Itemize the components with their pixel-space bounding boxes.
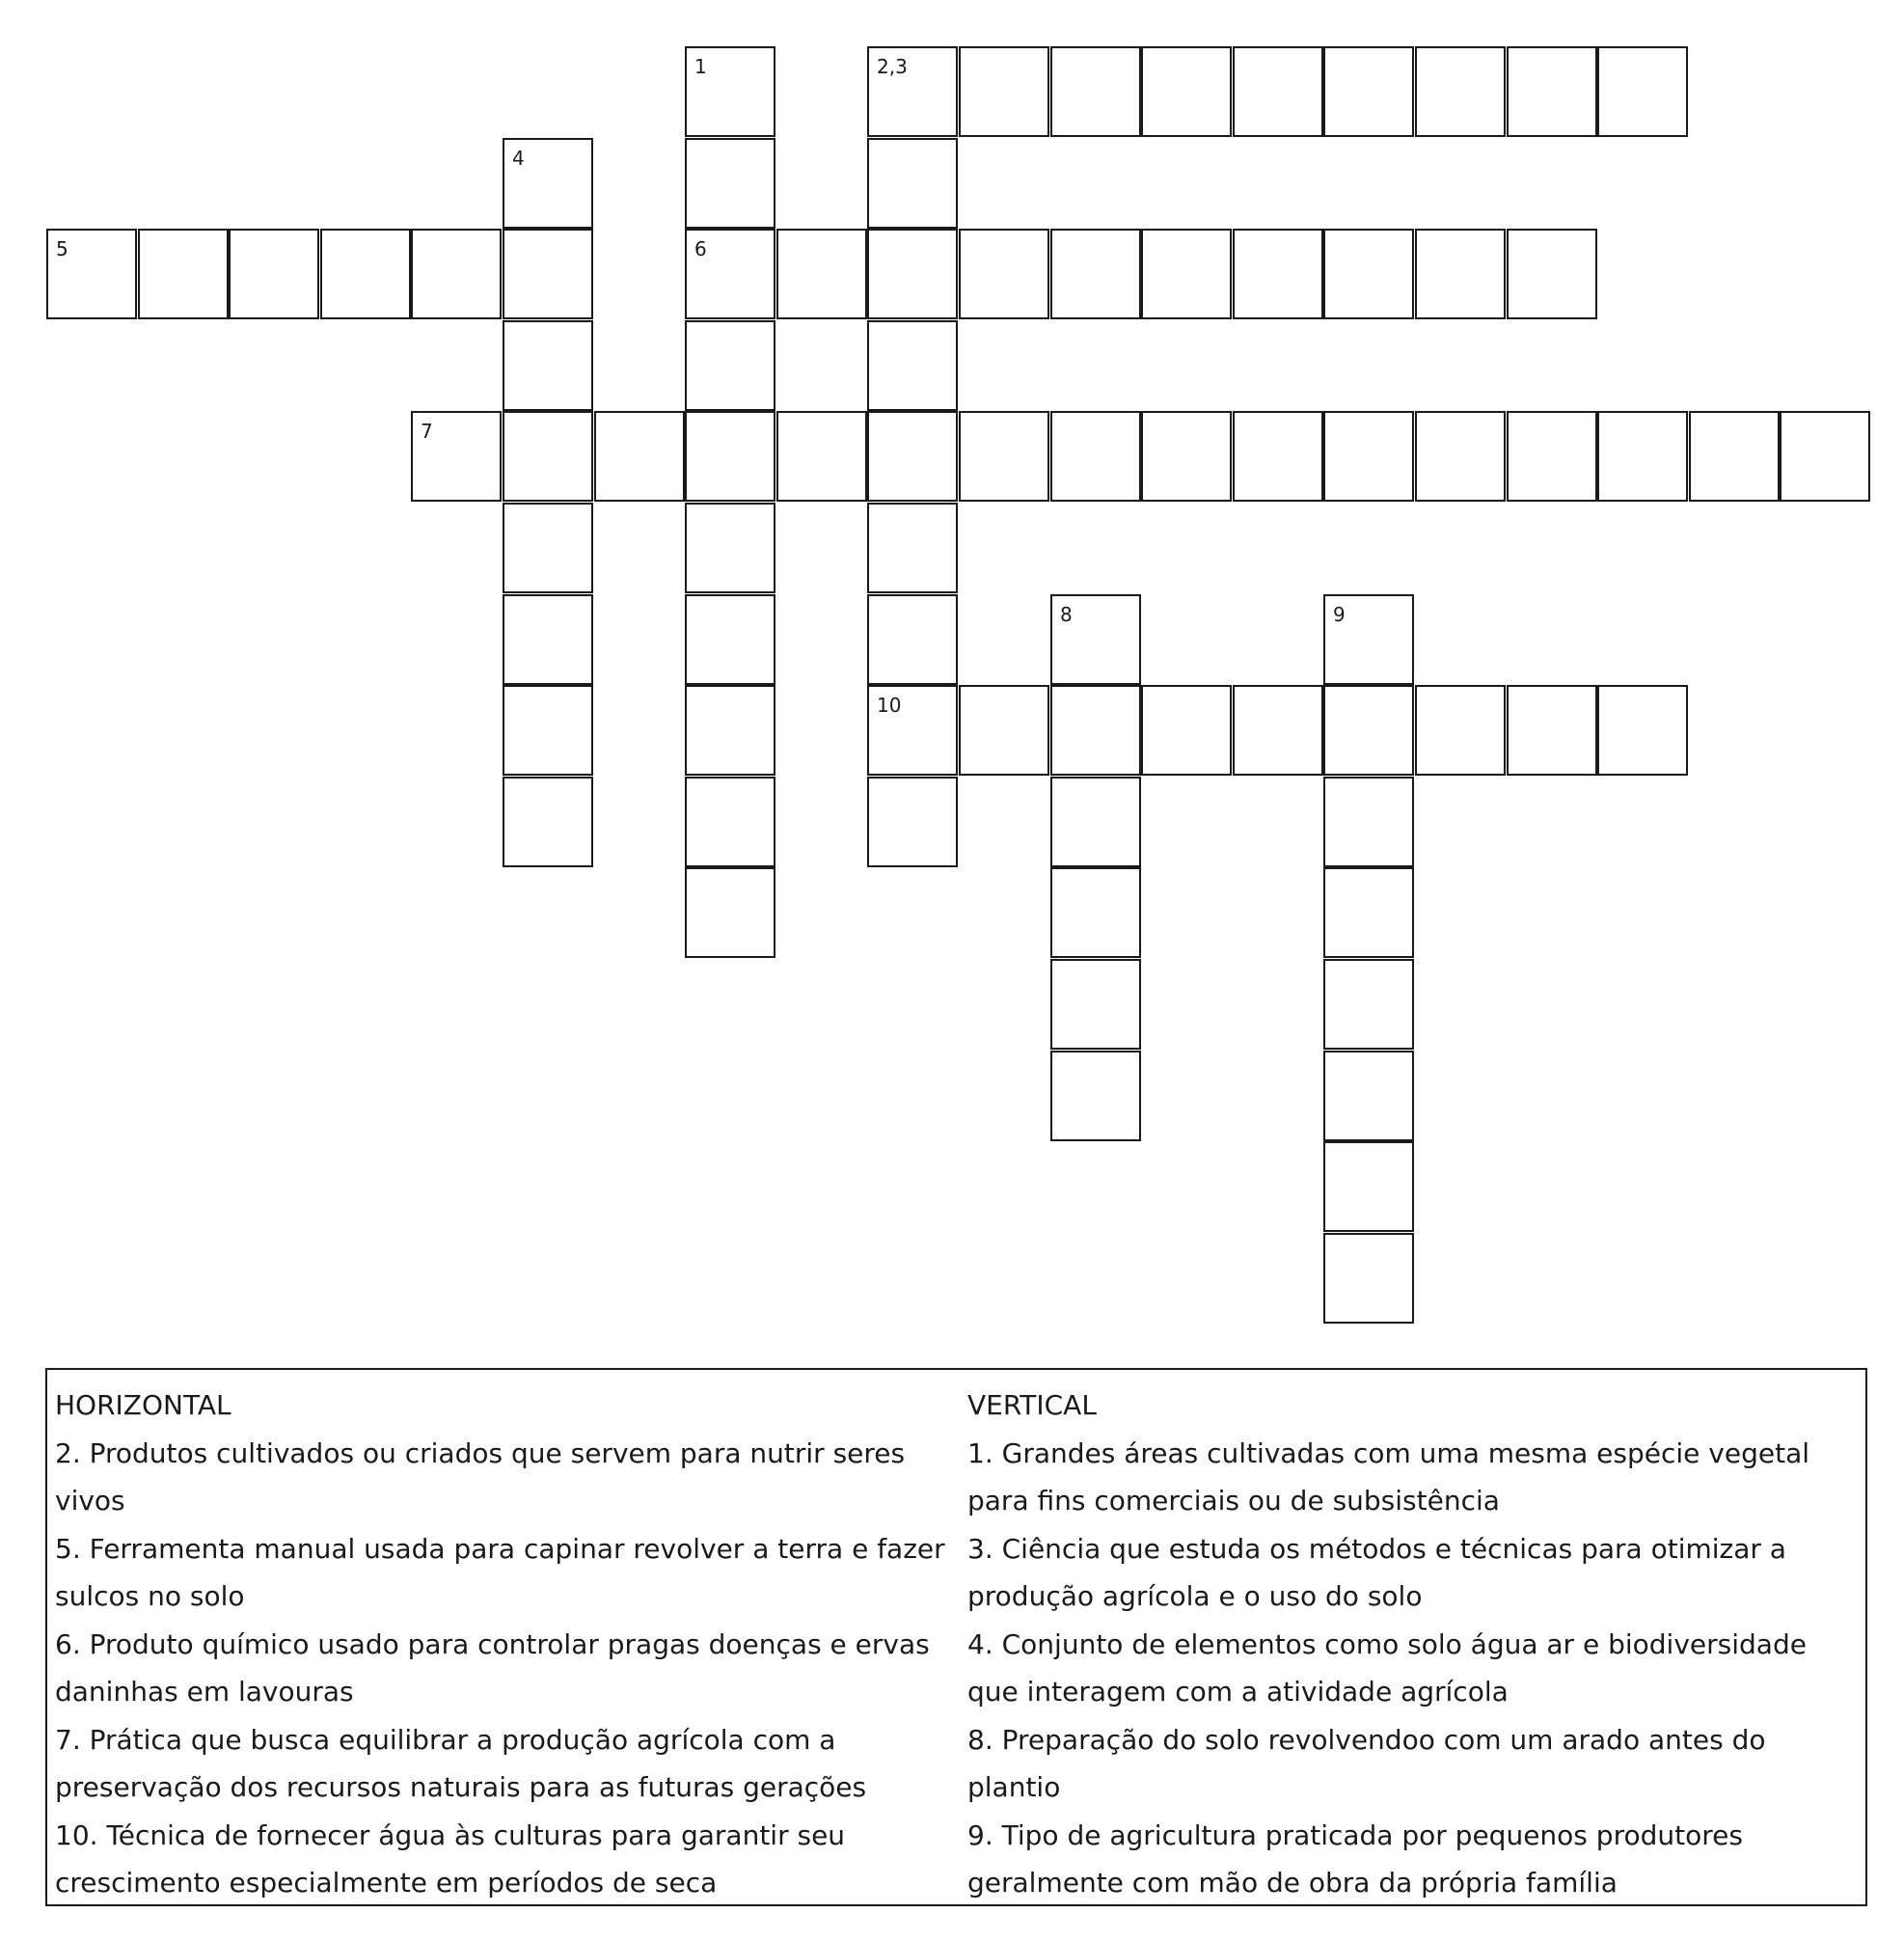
grid-cell[interactable] — [1415, 46, 1506, 137]
grid-cell[interactable] — [1507, 411, 1597, 502]
clue-horizontal-5: 5. Ferramenta manual usada para capinar revolver a terra e fazer sulcos no solo — [55, 1532, 945, 1612]
grid-cell[interactable] — [1323, 411, 1414, 502]
grid-cell[interactable] — [685, 777, 775, 867]
grid-cell[interactable] — [320, 229, 411, 319]
grid-cell[interactable] — [594, 411, 685, 502]
clue-horizontal-6: 6. Produto químico usado para controlar pragas doenças e ervas daninhas em lavouras — [55, 1627, 930, 1708]
grid-cell[interactable] — [1323, 959, 1414, 1050]
clue-vertical-9: 9. Tipo de agricultura praticada por pequenos produtores geralmente com mão de obra da própria família — [967, 1818, 1743, 1899]
grid-cell[interactable] — [685, 503, 775, 593]
grid-cell[interactable] — [503, 320, 593, 411]
grid-cell[interactable] — [867, 229, 958, 319]
grid-cell[interactable] — [1141, 411, 1232, 502]
clue-number: 9 — [1333, 603, 1346, 626]
clue-horizontal-10: 10. Técnica de fornecer água às culturas para garantir seu crescimento especialmente em períodos de seca — [55, 1818, 846, 1899]
grid-cell[interactable] — [1050, 777, 1141, 867]
grid-cell[interactable] — [776, 229, 867, 319]
grid-cell[interactable] — [685, 594, 775, 685]
grid-cell[interactable] — [1141, 229, 1232, 319]
grid-cell[interactable] — [1415, 229, 1506, 319]
clue-number: 10 — [877, 694, 902, 717]
grid-cell[interactable] — [1323, 594, 1414, 685]
grid-cell[interactable] — [1233, 46, 1323, 137]
grid-cell[interactable] — [1050, 46, 1141, 137]
clue-horizontal-2: 2. Produtos cultivados ou criados que servem para nutrir seres vivos — [55, 1436, 906, 1517]
vertical-heading: VERTICAL — [967, 1389, 1097, 1421]
grid-cell[interactable] — [1323, 685, 1414, 776]
grid-cell[interactable] — [1233, 229, 1323, 319]
clue-number: 7 — [421, 420, 433, 443]
grid-cell[interactable] — [1050, 411, 1141, 502]
grid-cell[interactable] — [1050, 1051, 1141, 1141]
grid-cell[interactable] — [959, 46, 1049, 137]
grid-cell[interactable] — [229, 229, 319, 319]
grid-cell[interactable] — [138, 229, 229, 319]
grid-cell[interactable] — [1323, 777, 1414, 867]
horizontal-heading: HORIZONTAL — [55, 1389, 231, 1421]
grid-cell[interactable] — [776, 411, 867, 502]
grid-cell[interactable] — [1689, 411, 1780, 502]
grid-cell[interactable] — [1415, 685, 1506, 776]
grid-cell[interactable] — [1050, 867, 1141, 958]
grid-cell[interactable] — [1050, 594, 1141, 685]
clues-box — [45, 1368, 1867, 1906]
grid-cell[interactable] — [1141, 685, 1232, 776]
grid-cell[interactable] — [685, 46, 775, 137]
grid-cell[interactable] — [685, 138, 775, 229]
grid-cell[interactable] — [1050, 229, 1141, 319]
grid-cell[interactable] — [503, 503, 593, 593]
grid-cell[interactable] — [1323, 1233, 1414, 1324]
grid-cell[interactable] — [685, 229, 775, 319]
grid-cell[interactable] — [867, 685, 958, 776]
grid-cell[interactable] — [867, 777, 958, 867]
grid-cell[interactable] — [1323, 46, 1414, 137]
clue-number: 1 — [694, 55, 707, 78]
grid-cell[interactable] — [1597, 411, 1688, 502]
grid-cell[interactable] — [1233, 685, 1323, 776]
grid-cell[interactable] — [46, 229, 137, 319]
grid-cell[interactable] — [867, 411, 958, 502]
clue-vertical-3: 3. Ciência que estuda os métodos e técnicas para otimizar a produção agrícola e o uso do solo — [967, 1532, 1786, 1612]
grid-cell[interactable] — [867, 503, 958, 593]
grid-cell[interactable] — [1415, 411, 1506, 502]
grid-cell[interactable] — [959, 685, 1049, 776]
grid-cell[interactable] — [867, 138, 958, 229]
grid-cell[interactable] — [959, 411, 1049, 502]
grid-cell[interactable] — [1507, 46, 1597, 137]
grid-cell[interactable] — [959, 229, 1049, 319]
grid-cell[interactable] — [503, 777, 593, 867]
grid-cell[interactable] — [1780, 411, 1870, 502]
grid-cell[interactable] — [867, 320, 958, 411]
clue-number: 8 — [1060, 603, 1073, 626]
grid-cell[interactable] — [867, 594, 958, 685]
grid-cell[interactable] — [685, 411, 775, 502]
clue-number: 4 — [512, 147, 525, 170]
grid-cell[interactable] — [503, 411, 593, 502]
grid-cell[interactable] — [503, 229, 593, 319]
clue-number: 6 — [694, 237, 707, 260]
clue-vertical-4: 4. Conjunto de elementos como solo água ar e biodiversidade que interagem com a atividade agrícola — [967, 1627, 1807, 1708]
grid-cell[interactable] — [1141, 46, 1232, 137]
grid-cell[interactable] — [685, 867, 775, 958]
grid-cell[interactable] — [1323, 867, 1414, 958]
grid-cell[interactable] — [1323, 229, 1414, 319]
grid-cell[interactable] — [1323, 1141, 1414, 1232]
grid-cell[interactable] — [685, 685, 775, 776]
grid-cell[interactable] — [1233, 411, 1323, 502]
grid-cell[interactable] — [503, 685, 593, 776]
grid-cell[interactable] — [503, 594, 593, 685]
grid-cell[interactable] — [411, 229, 502, 319]
vertical-clues — [967, 1381, 1855, 1907]
clue-vertical-8: 8. Preparação do solo revolvendoo com um arado antes do plantio — [967, 1723, 1766, 1803]
clue-horizontal-7: 7. Prática que busca equilibrar a produção agrícola com a preservação dos recursos naturais para as futuras gerações — [55, 1723, 867, 1803]
grid-cell[interactable] — [685, 320, 775, 411]
grid-cell[interactable] — [1597, 685, 1688, 776]
grid-cell[interactable] — [503, 138, 593, 229]
grid-cell[interactable] — [1597, 46, 1688, 137]
horizontal-clues — [55, 1381, 966, 1907]
grid-cell[interactable] — [1323, 1051, 1414, 1141]
grid-cell[interactable] — [1507, 229, 1597, 319]
grid-cell[interactable] — [1050, 685, 1141, 776]
clue-number: 2,3 — [877, 55, 908, 78]
clue-vertical-1: 1. Grandes áreas cultivadas com uma mesma espécie vegetal para fins comerciais ou de subsistência — [967, 1436, 1810, 1517]
grid-cell[interactable] — [867, 46, 958, 137]
grid-cell[interactable] — [411, 411, 502, 502]
grid-cell[interactable] — [1050, 959, 1141, 1050]
clue-number: 5 — [56, 237, 68, 260]
grid-cell[interactable] — [1507, 685, 1597, 776]
